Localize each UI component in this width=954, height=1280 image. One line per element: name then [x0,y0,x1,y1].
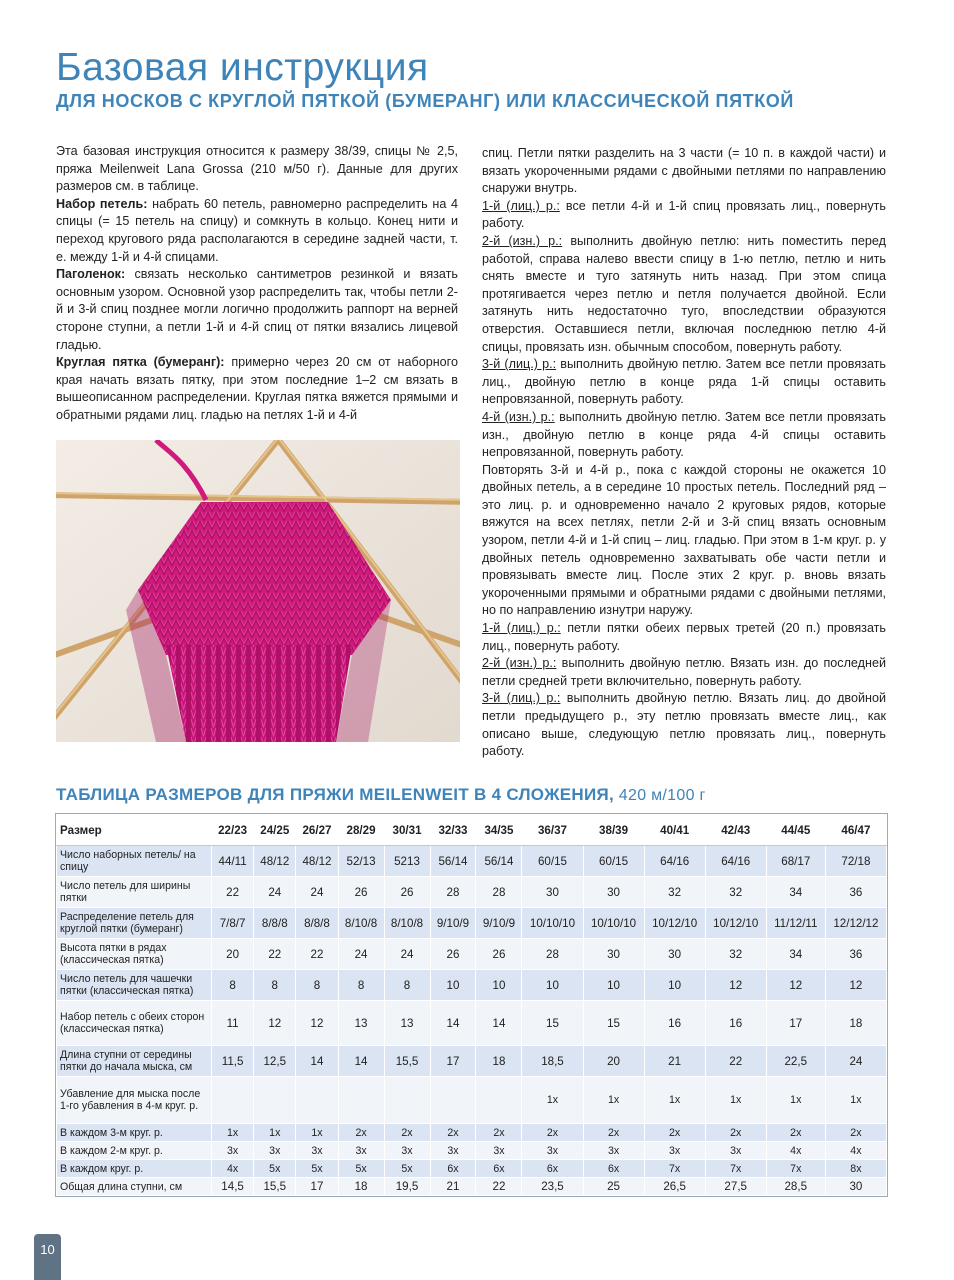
table-row [57,1160,887,1178]
table-row [57,1077,887,1124]
table-cell: 4x [212,1160,254,1178]
table-cell: 22 [296,939,338,970]
table-cell: 64/16 [644,846,705,877]
table-cell: 8 [296,970,338,1001]
table-cell: 3x [705,1142,766,1160]
cast-on-paragraph [56,196,458,266]
table-cell: 1x [644,1077,705,1124]
table-cell: 60/15 [522,846,583,877]
table-cell: 24 [825,1046,886,1077]
size-column-header: 32/33 [430,815,476,846]
table-cell: 30 [644,939,705,970]
row4-text: выполнить двойную петлю. Затем все петли провязать изн., двойную петлю в конце ряда 4-й спицы оставить непровязанной, повернуть работу. [482,409,886,460]
table-cell: 2x [583,1124,644,1142]
table-cell: 3x [384,1142,430,1160]
second-row3-label: 3-й (лиц.) р.: [482,691,561,706]
table-cell: 28 [476,877,522,908]
table-cell: 27,5 [705,1178,766,1196]
table-cell: 44/11 [212,846,254,877]
table-cell: 10 [583,970,644,1001]
row-label: Длина ступни от середины пятки до начала мыска, см [57,1046,212,1077]
table-cell: 2x [476,1124,522,1142]
table-cell: 22 [476,1178,522,1196]
cast-on-text: набрать 60 петель, равномерно распределить на 4 спицы (= 15 петель на спицу) и сомкнуть в кольцо. Конец нити и переход кругового ряда располагаются в середине задней части, т. е. между 1-й и 4-й спицами. [56,196,458,264]
row3-text: выполнить двойную петлю. Затем все петли провязать лиц., двойную петлю в конце ряда 1-й спицы оставить непровязанной, повернуть работу. [482,357,886,407]
table-cell: 20 [583,1046,644,1077]
table-cell: 32 [644,877,705,908]
size-column-header: 44/45 [766,815,825,846]
table-cell: 12 [825,970,886,1001]
intro-paragraph: Эта базовая инструкция относится к размеру 38/39, спицы № 2,5, пряжа Meilenweit Lana Grossa (210 м/50 г). Данные для других размеров см. в таблице. [56,144,458,194]
table-cell: 18 [825,1001,886,1046]
table-cell: 16 [705,1001,766,1046]
cast-on-label: Набор петель: [56,196,148,211]
size-column-header: 30/31 [384,815,430,846]
table-cell: 2x [766,1124,825,1142]
table-cell: 14 [338,1046,384,1077]
table-cell [384,1077,430,1124]
heel-text: примерно через 20 см от наборного края начать вязать пятку, при этом последние 1–2 см вязать в вышеописанном распределении. Круглая пятка вяжется прямыми и обратными рядами лиц. гладью на петлях 1-й и 4-й [56,355,458,422]
table-cell: 23,5 [522,1178,583,1196]
table-cell: 8/8/8 [254,908,296,939]
table-cell: 17 [766,1001,825,1046]
size-table-body [57,846,887,1196]
table-cell: 22 [254,939,296,970]
table-cell: 26 [384,877,430,908]
table-cell: 2x [430,1124,476,1142]
table-cell: 68/17 [766,846,825,877]
table-cell: 2x [705,1124,766,1142]
table-cell: 12 [296,1001,338,1046]
table-cell: 3x [212,1142,254,1160]
table-cell: 26 [338,877,384,908]
table-cell: 11 [212,1001,254,1046]
knitting-photo [56,440,460,742]
table-cell: 6x [522,1160,583,1178]
table-cell: 7x [644,1160,705,1178]
table-cell: 26 [430,939,476,970]
table-cell: 9/10/9 [476,908,522,939]
page-number: 10 [34,1234,61,1280]
table-cell: 28,5 [766,1178,825,1196]
table-cell: 25 [583,1178,644,1196]
table-row [57,939,887,970]
table-row [57,908,887,939]
table-cell: 7x [766,1160,825,1178]
table-cell: 56/14 [476,846,522,877]
second-row1-label: 1-й (лиц.) р.: [482,621,561,636]
table-cell: 52/13 [338,846,384,877]
row3-paragraph [482,356,886,409]
table-cell: 9/10/9 [430,908,476,939]
heel-paragraph [56,354,458,424]
table-cell [338,1077,384,1124]
table-cell: 21 [430,1178,476,1196]
table-cell: 10/10/10 [583,908,644,939]
table-cell: 72/18 [825,846,886,877]
row2-text: выполнить двойную петлю: нить поместить перед работой, справа налево ввести спицу в 1-ю петлю, петлю и нить снять вместе и туго затянуть нить назад. При этом спица протягивается через петлю и петля получается двойной. Если затянуть нить недостаточно туго, впоследствии образуются отверстия. Оставшиеся петли, включая последнюю петлю 4-й спицы, провязать изн. обычным способом, повернуть работу. [482,233,886,354]
table-cell: 12,5 [254,1046,296,1077]
table-cell: 64/16 [705,846,766,877]
table-cell: 5x [296,1160,338,1178]
table-cell: 1x [296,1124,338,1142]
size-column-header: 36/37 [522,815,583,846]
table-cell: 5x [338,1160,384,1178]
size-column-header: 34/35 [476,815,522,846]
row-label: Убавление для мыска после 1-го убавления в 4-м круг. р. [57,1077,212,1124]
table-cell: 13 [338,1001,384,1046]
table-row [57,1001,887,1046]
table-cell: 2x [338,1124,384,1142]
table-cell: 1x [583,1077,644,1124]
heel-label: Круглая пятка (бумеранг): [56,355,225,370]
table-cell: 6x [583,1160,644,1178]
table-cell: 12 [254,1001,296,1046]
table-cell: 8 [212,970,254,1001]
table-cell: 18 [338,1178,384,1196]
row1-label: 1-й (лиц.) р.: [482,198,560,213]
table-cell: 4x [825,1142,886,1160]
table-cell: 14,5 [212,1178,254,1196]
size-column-header: 24/25 [254,815,296,846]
table-cell: 60/15 [583,846,644,877]
table-cell: 5x [384,1160,430,1178]
table-cell: 30 [583,939,644,970]
table-cell: 22 [212,877,254,908]
second-row2-paragraph [482,655,886,690]
table-row [57,1142,887,1160]
row-label: Число наборных петель/ на спицу [57,846,212,877]
table-cell: 30 [825,1178,886,1196]
row2-paragraph [482,233,886,356]
size-column-header: 38/39 [583,815,644,846]
row4-paragraph [482,409,886,462]
cuff-text: связать несколько сантиметров резинкой и вязать основным узором. Основной узор распределить так, чтобы петли 2-й и 3-й спиц позднее могли логично продолжить раппорт на верней стороне ступни, а петли 1-й и 4-й спиц от пятки вязались лицевой гладью. [56,267,458,352]
table-cell: 3x [254,1142,296,1160]
table-cell: 8x [825,1160,886,1178]
table-cell: 7/8/7 [212,908,254,939]
table-cell: 10/10/10 [522,908,583,939]
table-cell: 2x [644,1124,705,1142]
table-title-sub: 420 м/100 г [614,787,706,804]
table-cell: 3x [338,1142,384,1160]
row4-label: 4-й (изн.) р.: [482,409,555,424]
row3-label: 3-й (лиц.) р.: [482,357,557,372]
table-cell: 15 [583,1001,644,1046]
row-label: В каждом 3-м круг. р. [57,1124,212,1142]
size-column-header: 22/23 [212,815,254,846]
table-cell: 2x [522,1124,583,1142]
table-cell: 8 [254,970,296,1001]
table-cell: 7x [705,1160,766,1178]
page-title: Базовая инструкция [56,46,429,89]
cuff-paragraph [56,266,458,354]
table-cell: 3x [522,1142,583,1160]
table-cell: 1x [705,1077,766,1124]
table-cell: 34 [766,939,825,970]
table-cell: 24 [338,939,384,970]
table-cell: 22,5 [766,1046,825,1077]
row-label: В каждом круг. р. [57,1160,212,1178]
table-cell: 36 [825,877,886,908]
row-label: Общая длина ступни, см [57,1178,212,1196]
second-row1-paragraph [482,620,886,655]
table-cell: 48/12 [296,846,338,877]
row2-label: 2-й (изн.) р.: [482,233,563,248]
table-row [57,877,887,908]
table-cell: 1x [212,1124,254,1142]
table-cell: 12 [766,970,825,1001]
table-cell: 4x [766,1142,825,1160]
table-cell: 24 [384,939,430,970]
table-cell [476,1077,522,1124]
table-cell: 2x [384,1124,430,1142]
table-cell: 15,5 [254,1178,296,1196]
table-cell: 32 [705,939,766,970]
table-cell: 8/10/8 [338,908,384,939]
table-row [57,1178,887,1196]
row-label: Распределение петель для круглой пятки (бумеранг) [57,908,212,939]
right-text-column [482,145,886,761]
table-row [57,846,887,877]
table-cell: 11/12/11 [766,908,825,939]
table-cell: 10 [430,970,476,1001]
second-row2-text: выполнить двойную петлю. Вязать изн. до последней петли средней трети включительно, повернуть работу. [482,656,886,688]
row1-text: все петли 4-й и 1-й спиц провязать лиц., повернуть работу. [482,198,886,231]
table-cell: 34 [766,877,825,908]
table-cell: 24 [254,877,296,908]
table-cell: 3x [583,1142,644,1160]
table-cell: 1x [522,1077,583,1124]
second-row3-text: выполнить двойную петлю. Вязать лиц. до двойной петли предыдущего р., эту петлю провязать вместе лиц., как описано выше, следующую петлю провязать лиц., повернуть работу. [482,691,886,759]
table-title [56,785,706,805]
size-table [56,814,887,1196]
table-cell: 19,5 [384,1178,430,1196]
size-column-header: 28/29 [338,815,384,846]
size-column-header: 40/41 [644,815,705,846]
repeat-paragraph: Повторять 3-й и 4-й р., пока с каждой стороны не окажется 10 двойных петель, а в середине 10 простых петель. Последний ряд – это лиц. р. и одновременно начало 2 круговых рядов, которые вяжутся на всех петлях, петли 2-й и 3-й спиц вязать основным узором, петли 4-й и 1-й спиц – лиц. гладью. При этом в 1-м круг. р. у двойных петель одновременно захватывать обе части петли и провязывать вместе лиц. После этих 2 круг. р. вновь вязать укороченными прямыми и обратными рядами с двойными петлями, но по направлению изнутри наружу. [482,462,886,618]
table-cell: 8/8/8 [296,908,338,939]
table-cell [430,1077,476,1124]
table-cell: 10/12/10 [644,908,705,939]
size-table-header [57,815,887,846]
table-cell: 24 [296,877,338,908]
table-cell: 13 [384,1001,430,1046]
table-cell: 6x [476,1160,522,1178]
table-cell: 10 [522,970,583,1001]
size-header-label: Размер [57,815,212,846]
left-text-column [56,143,458,425]
table-cell: 26,5 [644,1178,705,1196]
table-cell: 1x [254,1124,296,1142]
row-label: Число петель для ширины пятки [57,877,212,908]
table-cell: 36 [825,939,886,970]
table-cell: 5x [254,1160,296,1178]
table-cell: 20 [212,939,254,970]
size-column-header: 42/43 [705,815,766,846]
table-cell: 12/12/12 [825,908,886,939]
table-cell: 28 [522,939,583,970]
size-column-header: 26/27 [296,815,338,846]
table-cell: 10 [476,970,522,1001]
table-cell: 11,5 [212,1046,254,1077]
cuff-label: Паголенок: [56,267,126,282]
table-cell: 14 [476,1001,522,1046]
table-cell: 18 [476,1046,522,1077]
table-cell: 22 [705,1046,766,1077]
table-cell: 3x [644,1142,705,1160]
knitting-photo-illustration [56,440,460,742]
table-cell: 30 [522,877,583,908]
table-cell: 5213 [384,846,430,877]
table-cell: 26 [476,939,522,970]
table-cell [254,1077,296,1124]
row-label: Высота пятки в рядах (классическая пятка) [57,939,212,970]
table-cell: 14 [296,1046,338,1077]
table-cell: 6x [430,1160,476,1178]
table-cell: 3x [430,1142,476,1160]
table-cell: 2x [825,1124,886,1142]
table-row [57,970,887,1001]
second-row2-label: 2-й (изн.) р.: [482,656,557,671]
table-cell: 8 [384,970,430,1001]
table-cell: 3x [476,1142,522,1160]
table-cell [212,1077,254,1124]
table-cell: 17 [296,1178,338,1196]
page-subtitle: ДЛЯ НОСКОВ С КРУГЛОЙ ПЯТКОЙ (БУМЕРАНГ) ИЛИ КЛАССИЧЕСКОЙ ПЯТКОЙ [56,91,794,111]
table-cell: 21 [644,1046,705,1077]
table-cell: 12 [705,970,766,1001]
row-label: В каждом 2-м круг. р. [57,1142,212,1160]
table-cell: 10/12/10 [705,908,766,939]
table-cell: 1x [766,1077,825,1124]
table-cell: 14 [430,1001,476,1046]
heel-split-paragraph: спиц. Петли пятки разделить на 3 части (= 10 п. в каждой части) и вязать укороченными рядами с двойными петлями по направлению снаружи внутрь. [482,146,886,196]
table-cell: 3x [296,1142,338,1160]
table-title-main: ТАБЛИЦА РАЗМЕРОВ ДЛЯ ПРЯЖИ MEILENWEIT В 4 СЛОЖЕНИЯ, [56,785,615,804]
row-label: Набор петель с обеих сторон (классическая пятка) [57,1001,212,1046]
table-cell: 48/12 [254,846,296,877]
table-cell: 1x [825,1077,886,1124]
table-cell: 30 [583,877,644,908]
table-cell: 8 [338,970,384,1001]
table-row [57,1046,887,1077]
table-cell: 15,5 [384,1046,430,1077]
second-row3-paragraph [482,690,886,760]
row-label: Число петель для чашечки пятки (классическая пятка) [57,970,212,1001]
table-cell: 10 [644,970,705,1001]
table-cell: 16 [644,1001,705,1046]
second-row1-text: петли пятки обеих первых третей (20 п.) провязать лиц., повернуть работу. [482,621,886,653]
size-column-header: 46/47 [825,815,886,846]
table-row [57,1124,887,1142]
table-cell: 56/14 [430,846,476,877]
table-cell: 17 [430,1046,476,1077]
table-cell [296,1077,338,1124]
table-cell: 8/10/8 [384,908,430,939]
table-cell: 15 [522,1001,583,1046]
table-cell: 32 [705,877,766,908]
table-cell: 28 [430,877,476,908]
row1-paragraph [482,198,886,233]
table-cell: 18,5 [522,1046,583,1077]
